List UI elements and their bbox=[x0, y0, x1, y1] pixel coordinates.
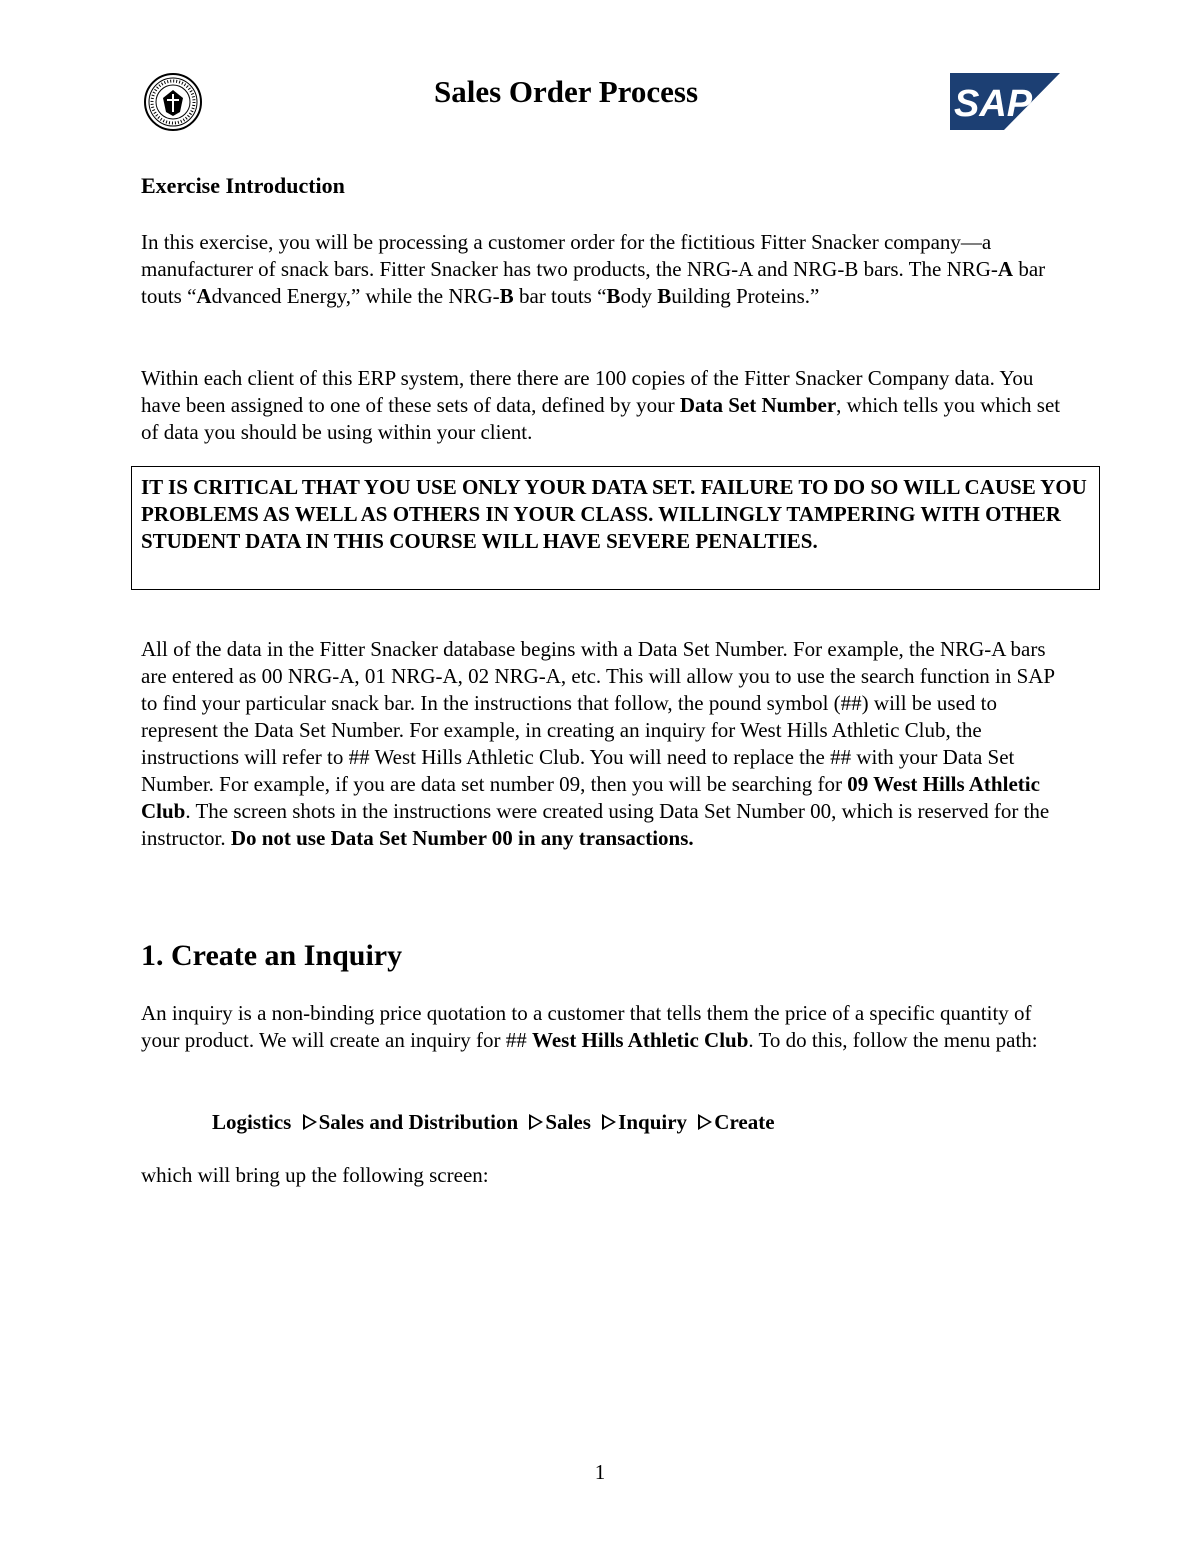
intro-paragraph: In this exercise, you will be processing a customer order for the fictitious Fitter Snacker company—a manufacturer of snack bars. Fitter Snacker has two products, the NRG-A and NRG-B bars. The NRG-A bar touts “Advanced Energy,” while the NRG-B bar touts “Body Building Proteins.” bbox=[141, 230, 1046, 308]
triangle-arrow-icon bbox=[602, 1114, 616, 1130]
page-number: 1 bbox=[594, 1460, 606, 1484]
data-set-number-paragraph: All of the data in the Fitter Snacker database begins with a Data Set Number. For example, the NRG-A bars are entered as 00 NRG-A, 01 NRG-A, 02 NRG-A, etc. This will allow you to use the search function in SAP to find your particular snack bar. In the instructions that follow, the pound symbol (##) will be used to represent the Data Set Number. For example, in creating an inquiry for West Hills Athletic Club, the instructions will refer to ## West Hills Athletic Club. You will need to replace the ## with your Data Set Number. For example, if you are data set number 09, then you will be searching for 09 West Hills Athletic Club. The screen shots in the instructions were created using Data Set Number 00, which is reserved for the instructor. Do not use Data Set Number 00 in any transactions. bbox=[141, 637, 1055, 850]
data-set-paragraph: Within each client of this ERP system, there there are 100 copies of the Fitter Snacker Company data. You have been assigned to one of these sets of data, defined by your Data Set Number, which tells you which set of data you should be using within your client. bbox=[141, 366, 1061, 444]
following-screen-text: which will bring up the following screen: bbox=[141, 1163, 489, 1187]
menu-path bbox=[212, 1109, 775, 1136]
warning-box bbox=[131, 466, 1100, 590]
triangle-arrow-icon bbox=[529, 1114, 543, 1130]
triangle-arrow-icon bbox=[698, 1114, 712, 1130]
page-title: Sales Order Process bbox=[433, 74, 699, 109]
warning-text: IT IS CRITICAL THAT YOU USE ONLY YOUR DATA SET. FAILURE TO DO SO WILL CAUSE YOU PROBLEMS AS WELL AS OTHERS IN YOUR CLASS. WILLINGLY TAMPERING WITH OTHER STUDENT DATA IN THIS COURSE WILL HAVE SEVERE PENALTIES. bbox=[141, 475, 1087, 553]
menu-path-item: Sales bbox=[545, 1110, 591, 1134]
menu-path-item: Create bbox=[714, 1110, 775, 1134]
exercise-introduction-heading: Exercise Introduction bbox=[141, 173, 345, 198]
sap-logo bbox=[950, 73, 1060, 130]
triangle-arrow-icon bbox=[303, 1114, 317, 1130]
menu-path-item: Sales and Distribution bbox=[318, 1110, 519, 1134]
svg-text:SAP: SAP bbox=[954, 83, 1033, 125]
inquiry-paragraph: An inquiry is a non-binding price quotation to a customer that tells them the price of a specific quantity of your product. We will create an inquiry for ## West Hills Athletic Club. To do this, follow the menu path: bbox=[141, 1001, 1038, 1052]
menu-path-item: Logistics bbox=[212, 1110, 292, 1134]
create-inquiry-heading: 1. Create an Inquiry bbox=[141, 939, 403, 972]
menu-path-item: Inquiry bbox=[618, 1110, 688, 1134]
